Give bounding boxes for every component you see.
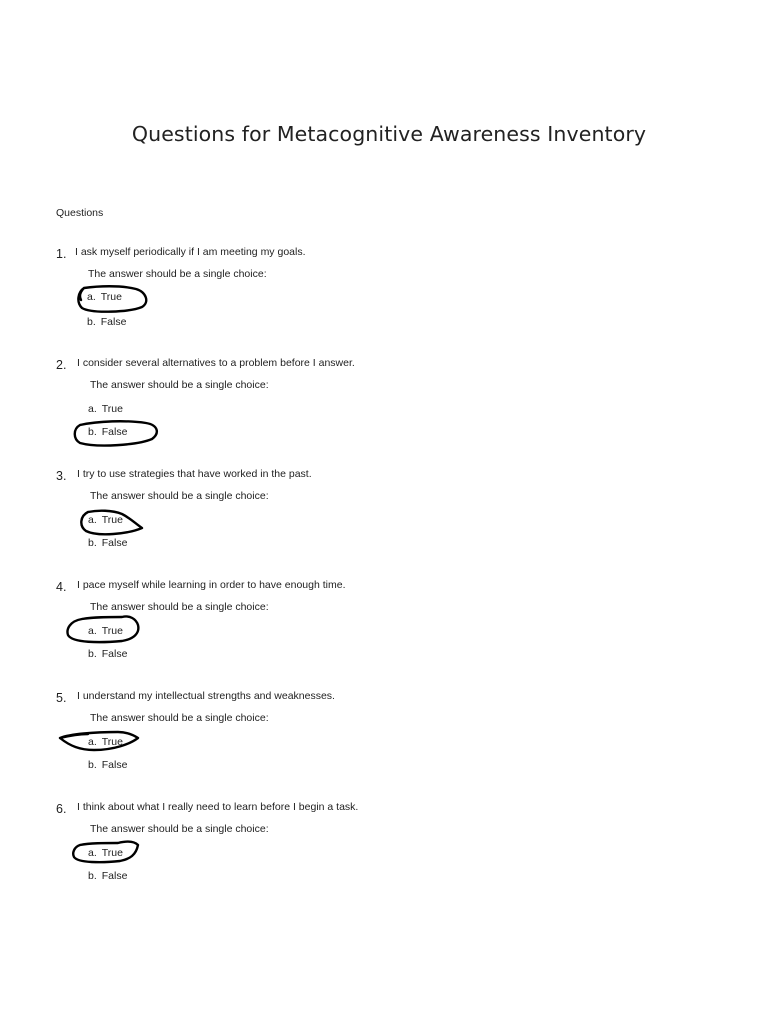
question-number: 2. xyxy=(56,358,67,372)
option-true[interactable] xyxy=(88,847,123,859)
question-1 xyxy=(0,246,768,346)
option-label: False xyxy=(101,648,128,660)
question-number: 1. xyxy=(56,247,67,261)
option-true[interactable] xyxy=(88,625,123,637)
question-text: I consider several alternatives to a problem before I answer. xyxy=(77,357,355,369)
question-text: I try to use strategies that have worked in the past. xyxy=(77,468,312,480)
option-letter: b. xyxy=(88,759,97,771)
document-title: Questions for Metacognitive Awareness Inventory xyxy=(131,122,647,146)
option-false[interactable] xyxy=(88,537,127,549)
option-letter: b. xyxy=(88,426,97,438)
option-false[interactable] xyxy=(88,648,127,660)
option-letter: a. xyxy=(88,625,97,637)
option-label: False xyxy=(101,759,128,771)
option-label: False xyxy=(101,537,128,549)
option-letter: b. xyxy=(88,537,97,549)
option-false[interactable] xyxy=(88,870,127,882)
answer-instruction: The answer should be a single choice: xyxy=(90,823,269,835)
answer-instruction: The answer should be a single choice: xyxy=(90,379,269,391)
question-5 xyxy=(0,690,768,790)
option-letter: a. xyxy=(88,403,97,415)
option-label: True xyxy=(101,514,123,526)
question-number: 5. xyxy=(56,691,67,705)
question-text: I think about what I really need to learn before I begin a task. xyxy=(77,801,359,813)
question-number: 4. xyxy=(56,580,67,594)
option-letter: b. xyxy=(88,870,97,882)
answer-instruction: The answer should be a single choice: xyxy=(90,712,269,724)
option-letter: a. xyxy=(88,514,97,526)
question-number: 6. xyxy=(56,802,67,816)
option-true[interactable] xyxy=(87,291,122,303)
question-text: I ask myself periodically if I am meeting my goals. xyxy=(75,246,306,258)
option-label: False xyxy=(100,316,127,328)
question-4 xyxy=(0,579,768,679)
option-false[interactable] xyxy=(88,426,127,438)
question-3 xyxy=(0,468,768,568)
option-label: True xyxy=(101,403,123,415)
section-label: Questions xyxy=(56,207,104,219)
option-letter: a. xyxy=(88,736,97,748)
option-true[interactable] xyxy=(88,514,123,526)
option-false[interactable] xyxy=(87,316,126,328)
question-text: I understand my intellectual strengths and weaknesses. xyxy=(77,690,335,702)
option-true[interactable] xyxy=(88,736,123,748)
option-label: True xyxy=(101,736,123,748)
question-text: I pace myself while learning in order to have enough time. xyxy=(77,579,346,591)
option-false[interactable] xyxy=(88,759,127,771)
option-letter: b. xyxy=(88,648,97,660)
option-label: False xyxy=(101,426,128,438)
answer-instruction: The answer should be a single choice: xyxy=(88,268,267,280)
answer-instruction: The answer should be a single choice: xyxy=(90,601,269,613)
option-label: True xyxy=(101,625,123,637)
answer-instruction: The answer should be a single choice: xyxy=(90,490,269,502)
option-letter: b. xyxy=(87,316,96,328)
question-2 xyxy=(0,357,768,457)
option-letter: a. xyxy=(87,291,96,303)
option-true[interactable] xyxy=(88,403,123,415)
option-label: True xyxy=(100,291,122,303)
question-6 xyxy=(0,801,768,901)
option-letter: a. xyxy=(88,847,97,859)
question-number: 3. xyxy=(56,469,67,483)
option-label: True xyxy=(101,847,123,859)
option-label: False xyxy=(101,870,128,882)
